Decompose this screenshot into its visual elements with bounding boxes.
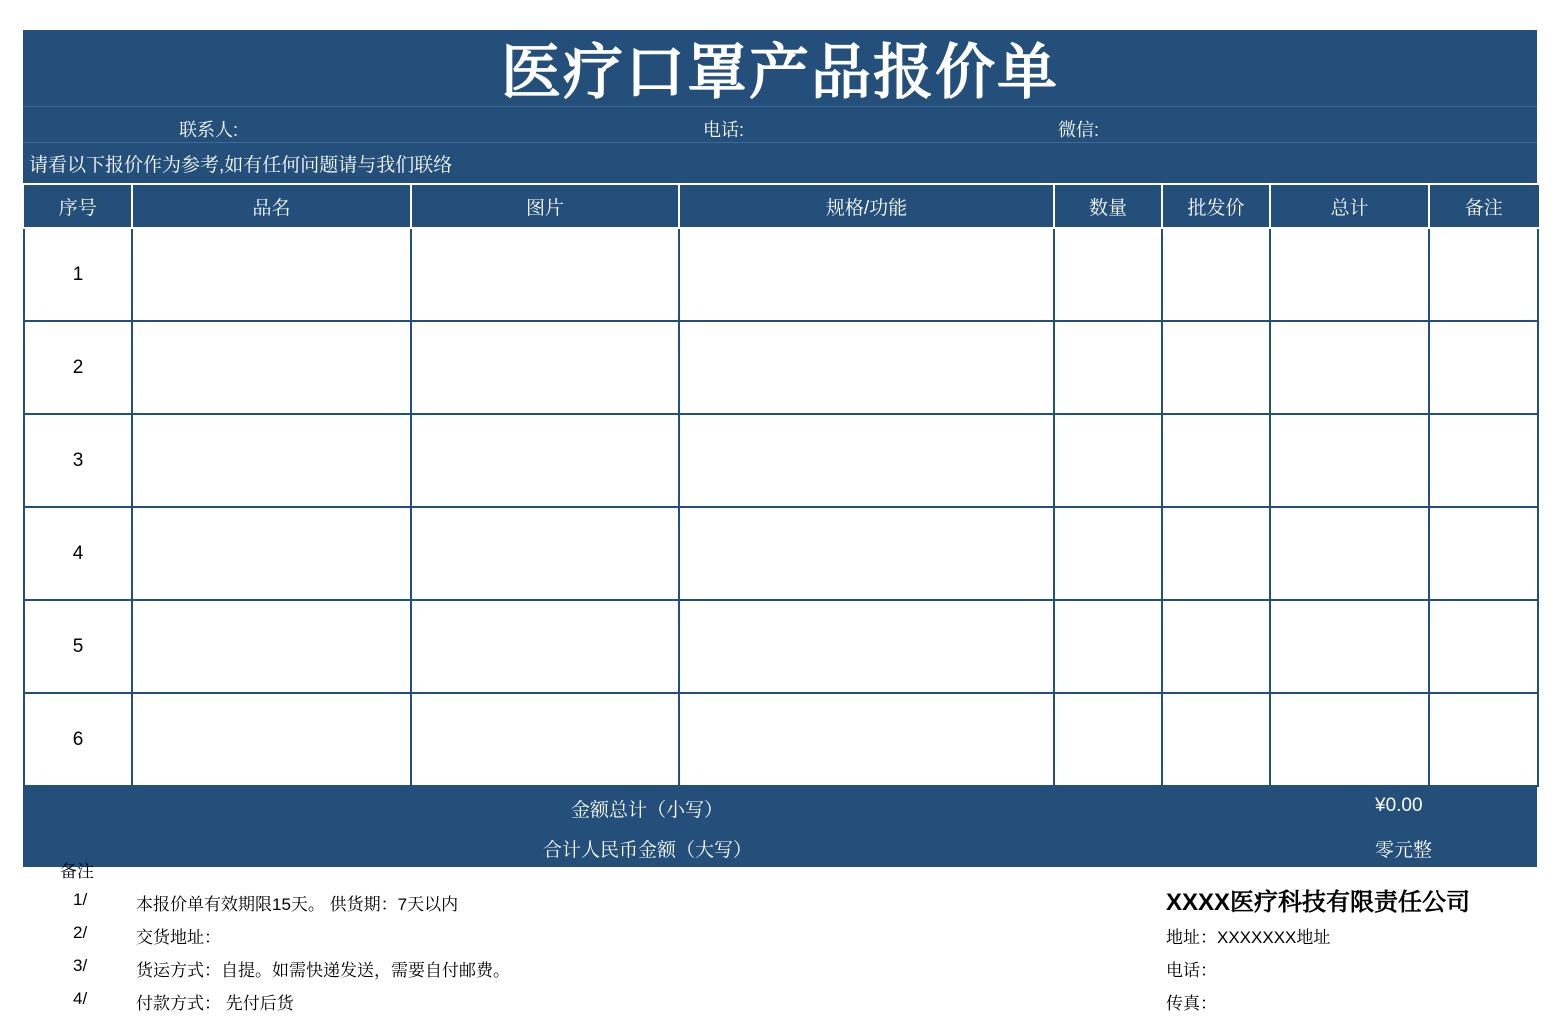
cell-image[interactable]	[411, 414, 679, 507]
total-big-label: 合计人民币金额（大写）	[543, 840, 753, 861]
title-bar	[23, 30, 1537, 106]
cell-total[interactable]	[1270, 414, 1429, 507]
company-fax: 传真：	[1166, 994, 1217, 1013]
remark-item-number: 4/	[73, 989, 88, 1008]
cell-image[interactable]	[411, 507, 679, 600]
col-header-quantity: 数量	[1054, 184, 1162, 228]
cell-index[interactable]: 2	[24, 321, 132, 414]
cell-index[interactable]: 4	[24, 507, 132, 600]
remark-item-number: 3/	[73, 956, 88, 975]
col-header-image: 图片	[411, 184, 679, 228]
cell-quantity[interactable]	[1054, 414, 1162, 507]
quotation-table	[23, 183, 1539, 787]
cell-spec[interactable]	[679, 228, 1054, 321]
cell-total[interactable]	[1270, 228, 1429, 321]
contact-person-label: 联系人:	[179, 120, 239, 140]
col-header-total: 总计	[1270, 184, 1429, 228]
col-header-spec: 规格/功能	[679, 184, 1054, 228]
col-header-wholesale-price: 批发价	[1162, 184, 1270, 228]
cell-quantity[interactable]	[1054, 693, 1162, 786]
company-address: 地址：XXXXXXX地址	[1166, 928, 1331, 947]
remarks-section	[0, 850, 1556, 1030]
cell-spec[interactable]	[679, 693, 1054, 786]
table-header-row	[24, 184, 1538, 228]
notice-text: 请看以下报价作为参考,如有任何问题请与我们联络	[29, 154, 453, 176]
page-title: 医疗口罩产品报价单	[501, 39, 1059, 106]
cell-total[interactable]	[1270, 321, 1429, 414]
cell-name[interactable]	[132, 321, 411, 414]
table-row	[24, 693, 1538, 786]
contact-phone-label: 电话:	[703, 120, 745, 140]
cell-spec[interactable]	[679, 600, 1054, 693]
total-small-label: 金额总计（小写）	[571, 800, 724, 821]
contact-wechat-label: 微信:	[1058, 120, 1100, 140]
cell-index[interactable]: 5	[24, 600, 132, 693]
cell-index[interactable]: 3	[24, 414, 132, 507]
table-row	[24, 228, 1538, 321]
cell-wholesale-price[interactable]	[1162, 693, 1270, 786]
remark-item-text: 货运方式：自提。如需快递发送，需要自付邮费。	[136, 961, 510, 980]
cell-remark[interactable]	[1429, 228, 1538, 321]
cell-quantity[interactable]	[1054, 600, 1162, 693]
remark-item-number: 2/	[73, 923, 88, 942]
cell-quantity[interactable]	[1054, 507, 1162, 600]
cell-wholesale-price[interactable]	[1162, 321, 1270, 414]
cell-index[interactable]: 6	[24, 693, 132, 786]
table-row	[24, 600, 1538, 693]
cell-name[interactable]	[132, 507, 411, 600]
remark-item-number: 1/	[73, 890, 88, 909]
cell-spec[interactable]	[679, 414, 1054, 507]
cell-remark[interactable]	[1429, 321, 1538, 414]
total-big-value: 零元整	[1375, 840, 1433, 861]
cell-name[interactable]	[132, 600, 411, 693]
table-row	[24, 414, 1538, 507]
table-row	[24, 507, 1538, 600]
cell-index[interactable]: 1	[24, 228, 132, 321]
cell-image[interactable]	[411, 693, 679, 786]
cell-remark[interactable]	[1429, 507, 1538, 600]
col-header-name: 品名	[132, 184, 411, 228]
remarks-heading: 备注	[60, 862, 94, 881]
cell-spec[interactable]	[679, 321, 1054, 414]
cell-quantity[interactable]	[1054, 228, 1162, 321]
cell-remark[interactable]	[1429, 414, 1538, 507]
cell-wholesale-price[interactable]	[1162, 600, 1270, 693]
cell-quantity[interactable]	[1054, 321, 1162, 414]
cell-total[interactable]	[1270, 693, 1429, 786]
remark-item-text: 交货地址：	[136, 928, 221, 947]
cell-image[interactable]	[411, 321, 679, 414]
company-name: XXXX医疗科技有限责任公司	[1166, 889, 1471, 916]
cell-remark[interactable]	[1429, 693, 1538, 786]
cell-name[interactable]	[132, 414, 411, 507]
notice-row	[23, 142, 1537, 183]
quotation-sheet	[23, 30, 1537, 867]
cell-wholesale-price[interactable]	[1162, 507, 1270, 600]
cell-total[interactable]	[1270, 507, 1429, 600]
cell-wholesale-price[interactable]	[1162, 414, 1270, 507]
cell-wholesale-price[interactable]	[1162, 228, 1270, 321]
cell-image[interactable]	[411, 600, 679, 693]
contact-row	[23, 106, 1537, 142]
total-small-value: ¥0.00	[1375, 795, 1423, 816]
cell-remark[interactable]	[1429, 600, 1538, 693]
cell-name[interactable]	[132, 228, 411, 321]
cell-name[interactable]	[132, 693, 411, 786]
col-header-remark: 备注	[1429, 184, 1538, 228]
company-phone: 电话：	[1166, 961, 1217, 980]
cell-spec[interactable]	[679, 507, 1054, 600]
table-row	[24, 321, 1538, 414]
cell-total[interactable]	[1270, 600, 1429, 693]
cell-image[interactable]	[411, 228, 679, 321]
col-header-index: 序号	[24, 184, 132, 228]
remark-item-text: 本报价单有效期限15天。 供货期：7天以内	[136, 895, 459, 914]
remark-item-text: 付款方式： 先付后货	[136, 994, 294, 1013]
